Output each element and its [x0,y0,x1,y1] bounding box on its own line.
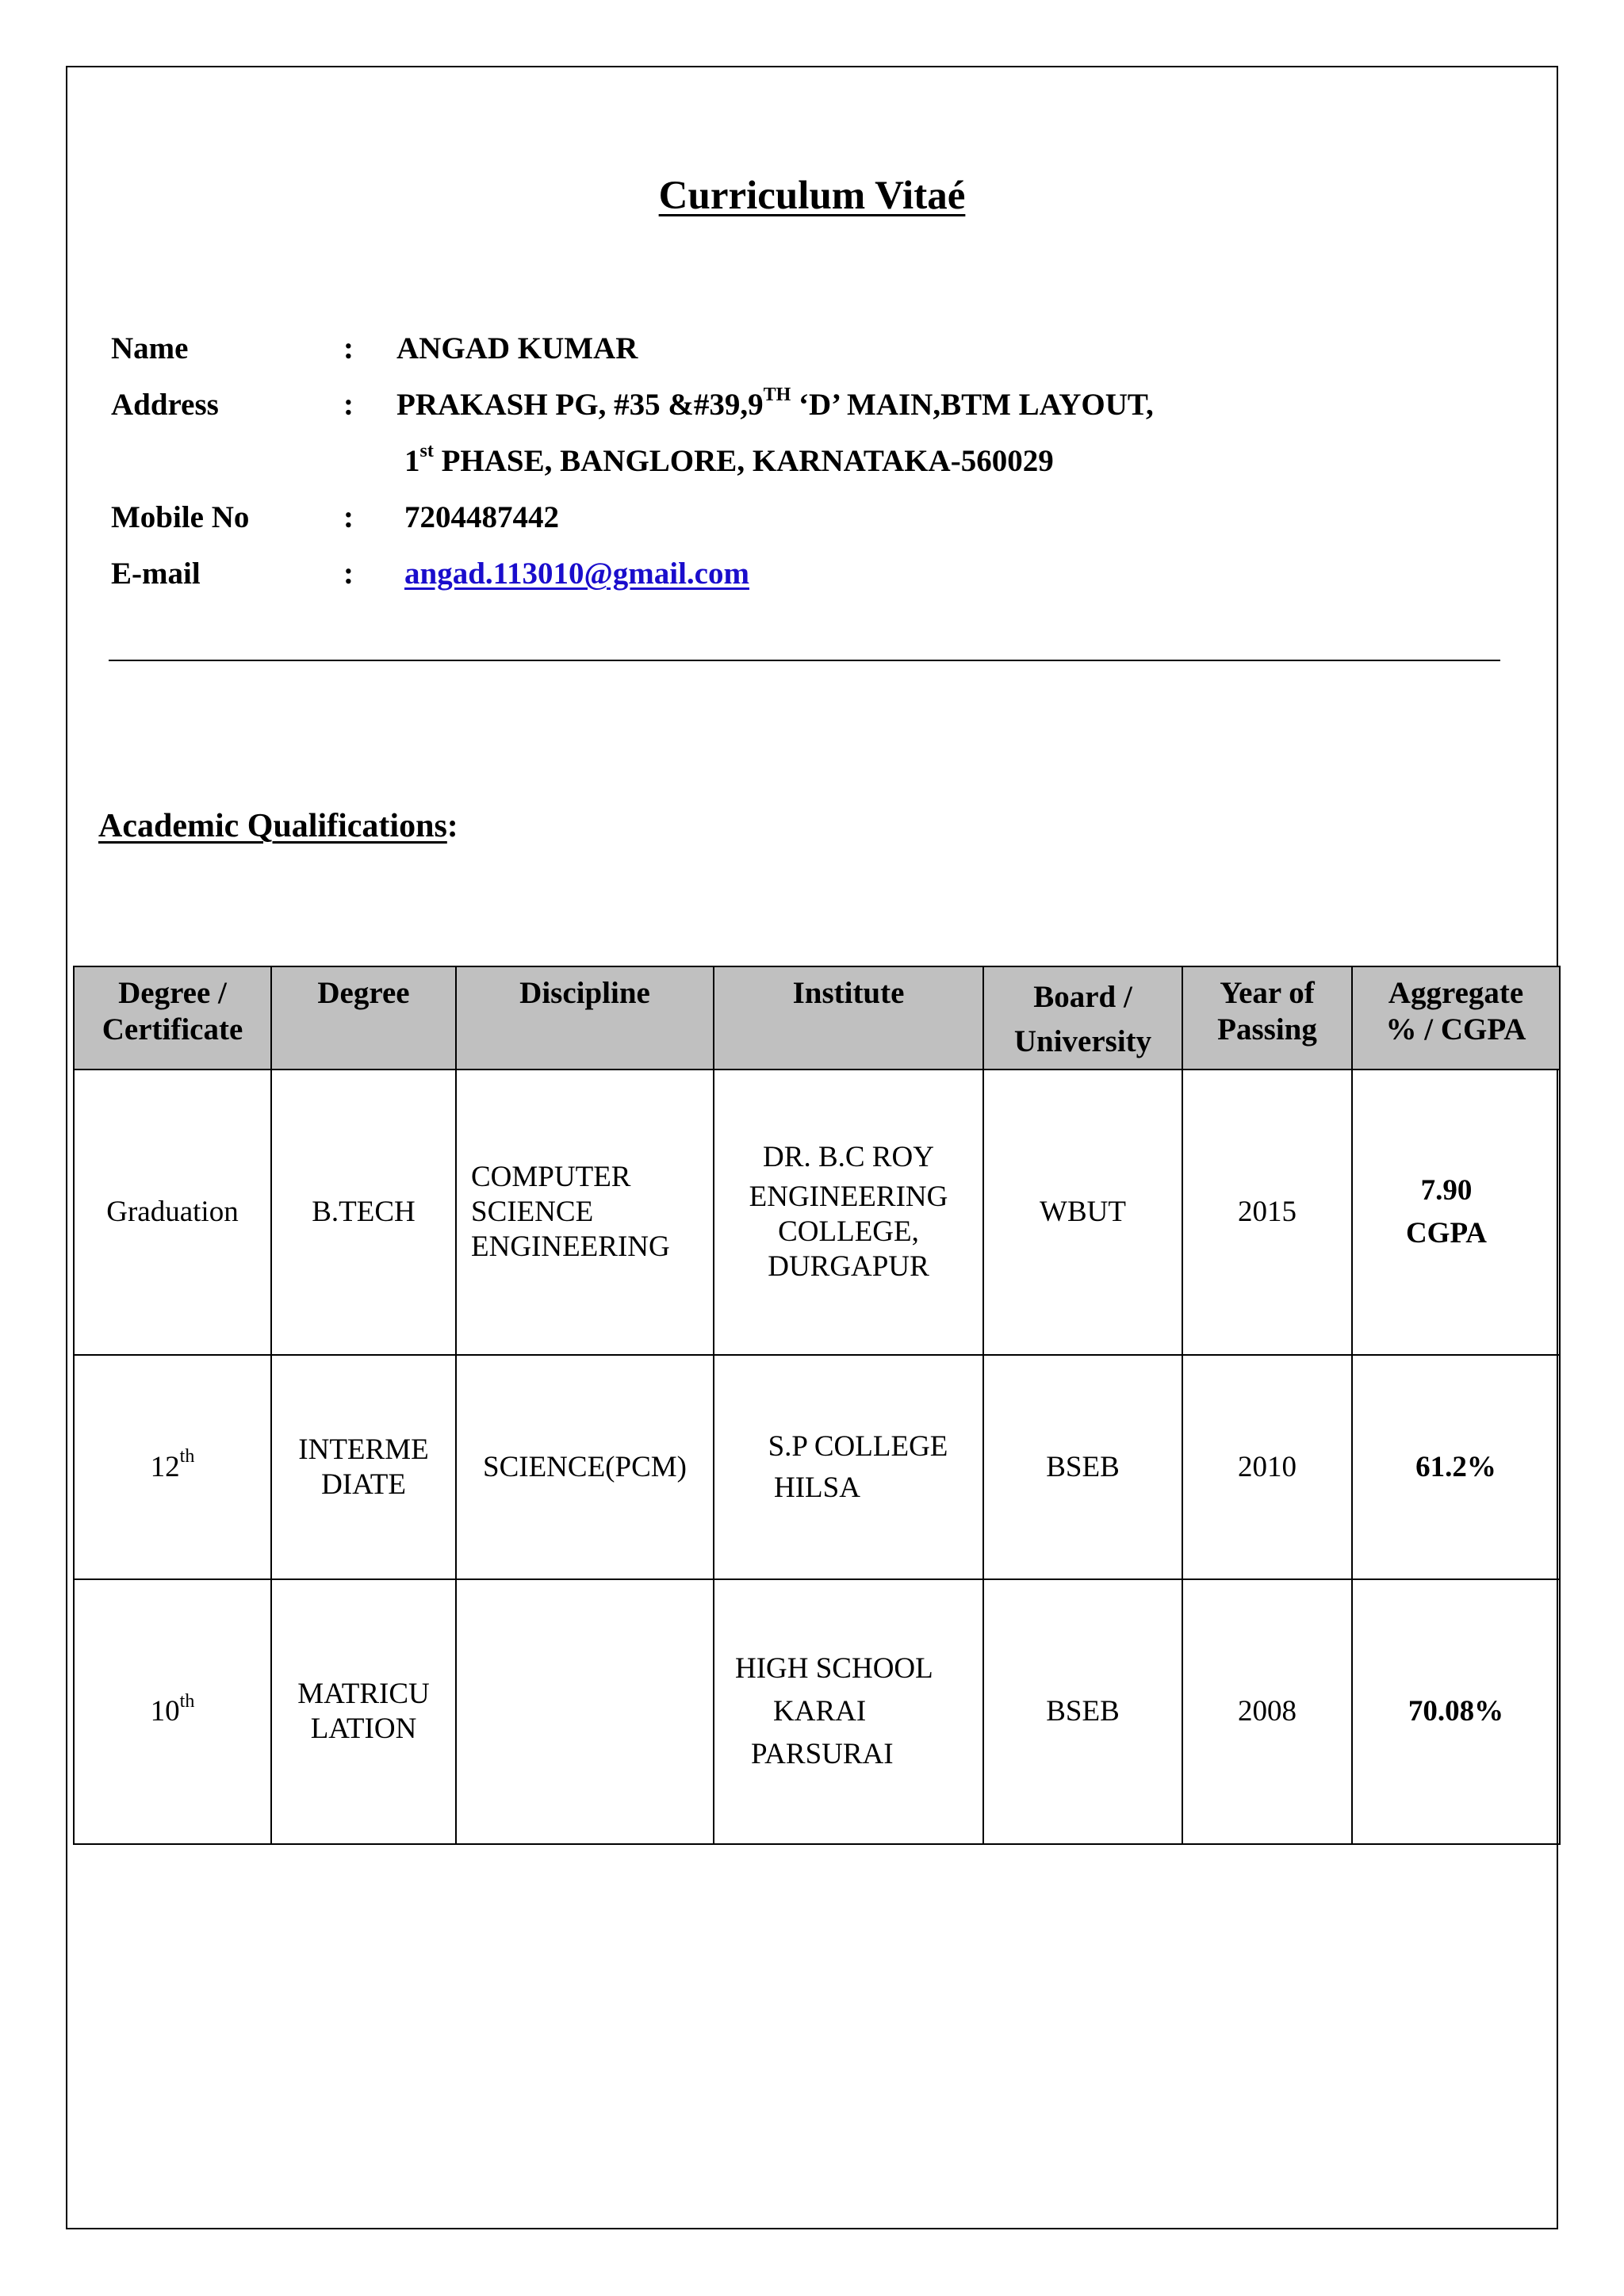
qualifications-table [73,966,1561,1845]
mobile-value: 7204487442 [404,500,559,534]
cell-degree: B.TECH [271,1070,456,1355]
name-value: ANGAD KUMAR [396,331,638,365]
cell-year: 2010 [1182,1355,1352,1579]
name-label: Name [111,331,189,365]
header-degree-certificate: Degree / Certificate [74,966,271,1070]
email-label: E-mail [111,557,201,591]
address-colon: : [343,388,354,422]
header-aggregate: Aggregate % / CGPA [1352,966,1560,1070]
cell-discipline: COMPUTER SCIENCE ENGINEERING [456,1070,714,1355]
cell-aggregate: 7.90 CGPA [1352,1070,1560,1355]
email-colon: : [343,557,354,591]
section-title: Academic Qualifications: [98,808,458,844]
table-row [74,1579,1560,1844]
cell-discipline: SCIENCE(PCM) [456,1355,714,1579]
cell-level: Graduation [74,1070,271,1355]
table-header-row [74,966,1560,1070]
name-colon: : [343,331,354,365]
cell-institute: HIGH SCHOOL KARAI PARSURAI [714,1579,983,1844]
header-discipline: Discipline [456,966,714,1070]
cell-institute: S.P COLLEGE HILSA [714,1355,983,1579]
table-row [74,1070,1560,1355]
cell-year: 2008 [1182,1579,1352,1844]
cell-aggregate: 61.2% [1352,1355,1560,1579]
address-label: Address [111,388,219,422]
cell-level: 12th [74,1355,271,1579]
cell-board: BSEB [983,1579,1182,1844]
header-degree: Degree [271,966,456,1070]
address-line-1: PRAKASH PG, #35 &#39,9TH ‘D’ MAIN,BTM LAYOUT, [396,385,1154,422]
header-board-university: Board / University [983,966,1182,1070]
cell-discipline [456,1579,714,1844]
horizontal-rule [109,660,1500,661]
cell-board: WBUT [983,1070,1182,1355]
cell-degree: INTERME DIATE [271,1355,456,1579]
cell-board: BSEB [983,1355,1182,1579]
cell-aggregate: 70.08% [1352,1579,1560,1844]
table-row [74,1355,1560,1579]
cell-degree: MATRICU LATION [271,1579,456,1844]
header-year-of-passing: Year of Passing [1182,966,1352,1070]
mobile-colon: : [343,500,354,534]
cell-year: 2015 [1182,1070,1352,1355]
cell-institute: DR. B.C ROY ENGINEERING COLLEGE, DURGAPUR [714,1070,983,1355]
page-title: Curriculum Vitaé [658,174,966,218]
address-line-2: 1st PHASE, BANGLORE, KARNATAKA-560029 [404,441,1054,478]
mobile-label: Mobile No [111,500,250,534]
cell-level: 10th [74,1579,271,1844]
email-link[interactable]: angad.113010@gmail.com [404,557,749,591]
header-institute: Institute [714,966,983,1070]
